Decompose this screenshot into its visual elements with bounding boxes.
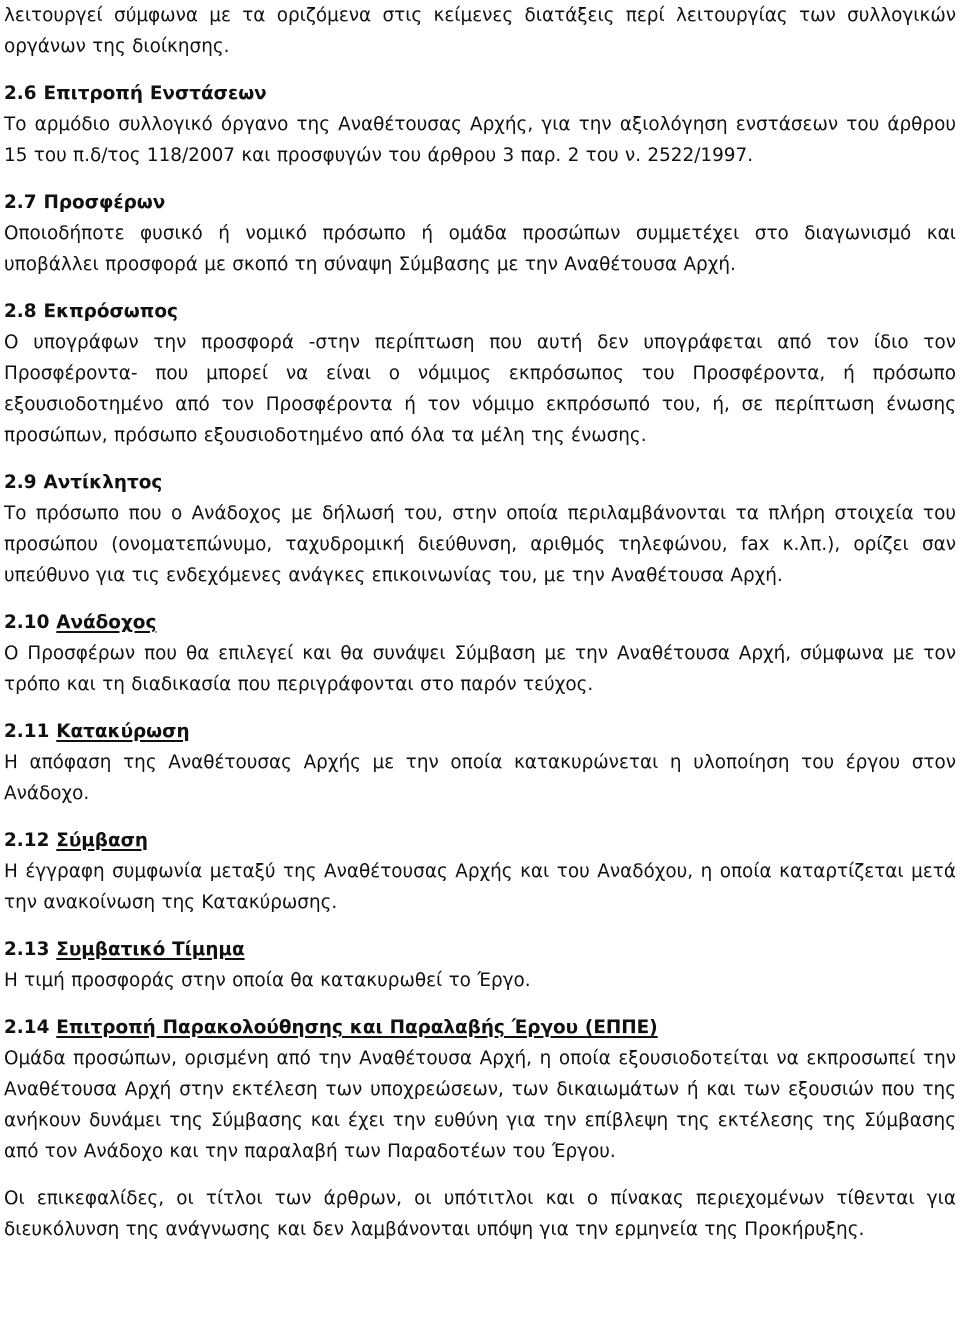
section-2-12 [4,825,956,918]
section-title: Προσφέρων [43,192,166,213]
section-body: Ομάδα προσώπων, ορισμένη από την Αναθέτουσα Αρχή, η οποία εξουσιοδοτείται να εκπροσωπεί την Αναθέτουσα Αρχή στην εκτέλεση των υποχρεώσεων, των δικαιωμάτων ή και των εξουσιών που της ανήκουν δυνάμει της Σύμβασης και έχει την ευθύνη για την επίβλεψη της εκτέλεσης της Σύμβασης από τον Ανάδοχο και την παραλαβή των Παραδοτέων του Έργου. [4,1048,956,1162]
document-page [4,0,956,1245]
section-title: Επιτροπή Παρακολούθησης και Παραλαβής Έργου (ΕΠΠΕ) [56,1017,658,1038]
section-title: Συμβατικό Τίμημα [56,939,245,960]
section-title: Ανάδοχος [56,612,157,633]
section-2-10 [4,607,956,700]
section-heading [4,1012,956,1043]
section-2-11 [4,716,956,809]
closing-paragraph: Οι επικεφαλίδες, οι τίτλοι των άρθρων, οι υπότιτλοι και ο πίνακας περιεχομένων τίθενται για διευκόλυνση της ανάγνωσης και δεν λαμβάνονται υπόψη για την ερμηνεία της Προκήρυξης. [4,1188,956,1240]
section-body: Οποιοδήποτε φυσικό ή νομικό πρόσωπο ή ομάδα προσώπων συμμετέχει στο διαγωνισμό και υποβάλλει προσφορά με σκοπό τη σύναψη Σύμβασης με την Αναθέτουσα Αρχή. [4,223,956,275]
section-body: Το αρμόδιο συλλογικό όργανο της Αναθέτουσας Αρχής, για την αξιολόγηση ενστάσεων του άρθρου 15 του π.δ/τος 118/2007 και προσφυγών του άρθρου 3 παρ. 2 του ν. 2522/1997. [4,114,956,166]
section-body: Η απόφαση της Αναθέτουσας Αρχής με την οποία κατακυρώνεται η υλοποίηση του έργου στον Ανάδοχο. [4,752,956,804]
section-title: Αντίκλητος [43,472,163,493]
section-2-6 [4,78,956,171]
section-heading [4,467,956,498]
section-number: 2.8 [4,301,37,322]
section-body: Η έγγραφη συμφωνία μεταξύ της Αναθέτουσας Αρχής και του Αναδόχου, η οποία καταρτίζεται μετά την ανακοίνωση της Κατακύρωσης. [4,861,956,913]
section-number: 2.7 [4,192,37,213]
section-number: 2.9 [4,472,37,493]
section-2-14 [4,1012,956,1167]
section-heading [4,716,956,747]
section-number: 2.6 [4,83,37,104]
section-heading [4,825,956,856]
section-heading [4,187,956,218]
section-heading [4,934,956,965]
intro-paragraph: λειτουργεί σύμφωνα με τα οριζόμενα στις κείμενες διατάξεις περί λειτουργίας των συλλογικών οργάνων της διοίκησης. [4,5,956,57]
section-heading [4,296,956,327]
section-number: 2.14 [4,1017,50,1038]
section-body: Η τιμή προσφοράς στην οποία θα κατακυρωθεί το Έργο. [4,970,531,991]
section-title: Εκπρόσωπος [43,301,178,322]
section-2-7 [4,187,956,280]
sections-list [4,78,956,1167]
section-body: Ο υπογράφων την προσφορά -στην περίπτωση που αυτή δεν υπογράφεται από τον ίδιο τον Προσφέροντα- που μπορεί να είναι ο νόμιμος εκπρόσωπος του Προσφέροντα, ή πρόσωπο εξουσιοδοτημένο από τον Προσφέροντα ή τον νόμιμο εκπρόσωπό του, ή, σε περίπτωση ένωσης προσώπων, πρόσωπο εξουσιοδοτημένο από όλα τα μέλη της ένωσης. [4,332,956,446]
section-body: Το πρόσωπο που ο Ανάδοχος με δήλωσή του, στην οποία περιλαμβάνονται τα πλήρη στοιχεία του προσώπου (ονοματεπώνυμο, ταχυδρομική διεύθυνση, αριθμός τηλεφώνου, fax κ.λπ.), ορίζει σαν υπεύθυνο για τις ενδεχόμενες ανάγκες επικοινωνίας του, με την Αναθέτουσα Αρχή. [4,503,956,586]
section-body: Ο Προσφέρων που θα επιλεγεί και θα συνάψει Σύμβαση με την Αναθέτουσα Αρχή, σύμφωνα με τον τρόπο και τη διαδικασία που περιγράφονται στο παρόν τεύχος. [4,643,956,695]
section-2-8 [4,296,956,451]
section-number: 2.11 [4,721,50,742]
section-number: 2.12 [4,830,50,851]
section-2-9 [4,467,956,591]
section-title: Επιτροπή Ενστάσεων [43,83,267,104]
section-heading [4,607,956,638]
section-number: 2.13 [4,939,50,960]
section-number: 2.10 [4,612,50,633]
section-2-13 [4,934,956,996]
section-heading [4,78,956,109]
section-title: Κατακύρωση [56,721,190,742]
section-title: Σύμβαση [56,830,149,851]
